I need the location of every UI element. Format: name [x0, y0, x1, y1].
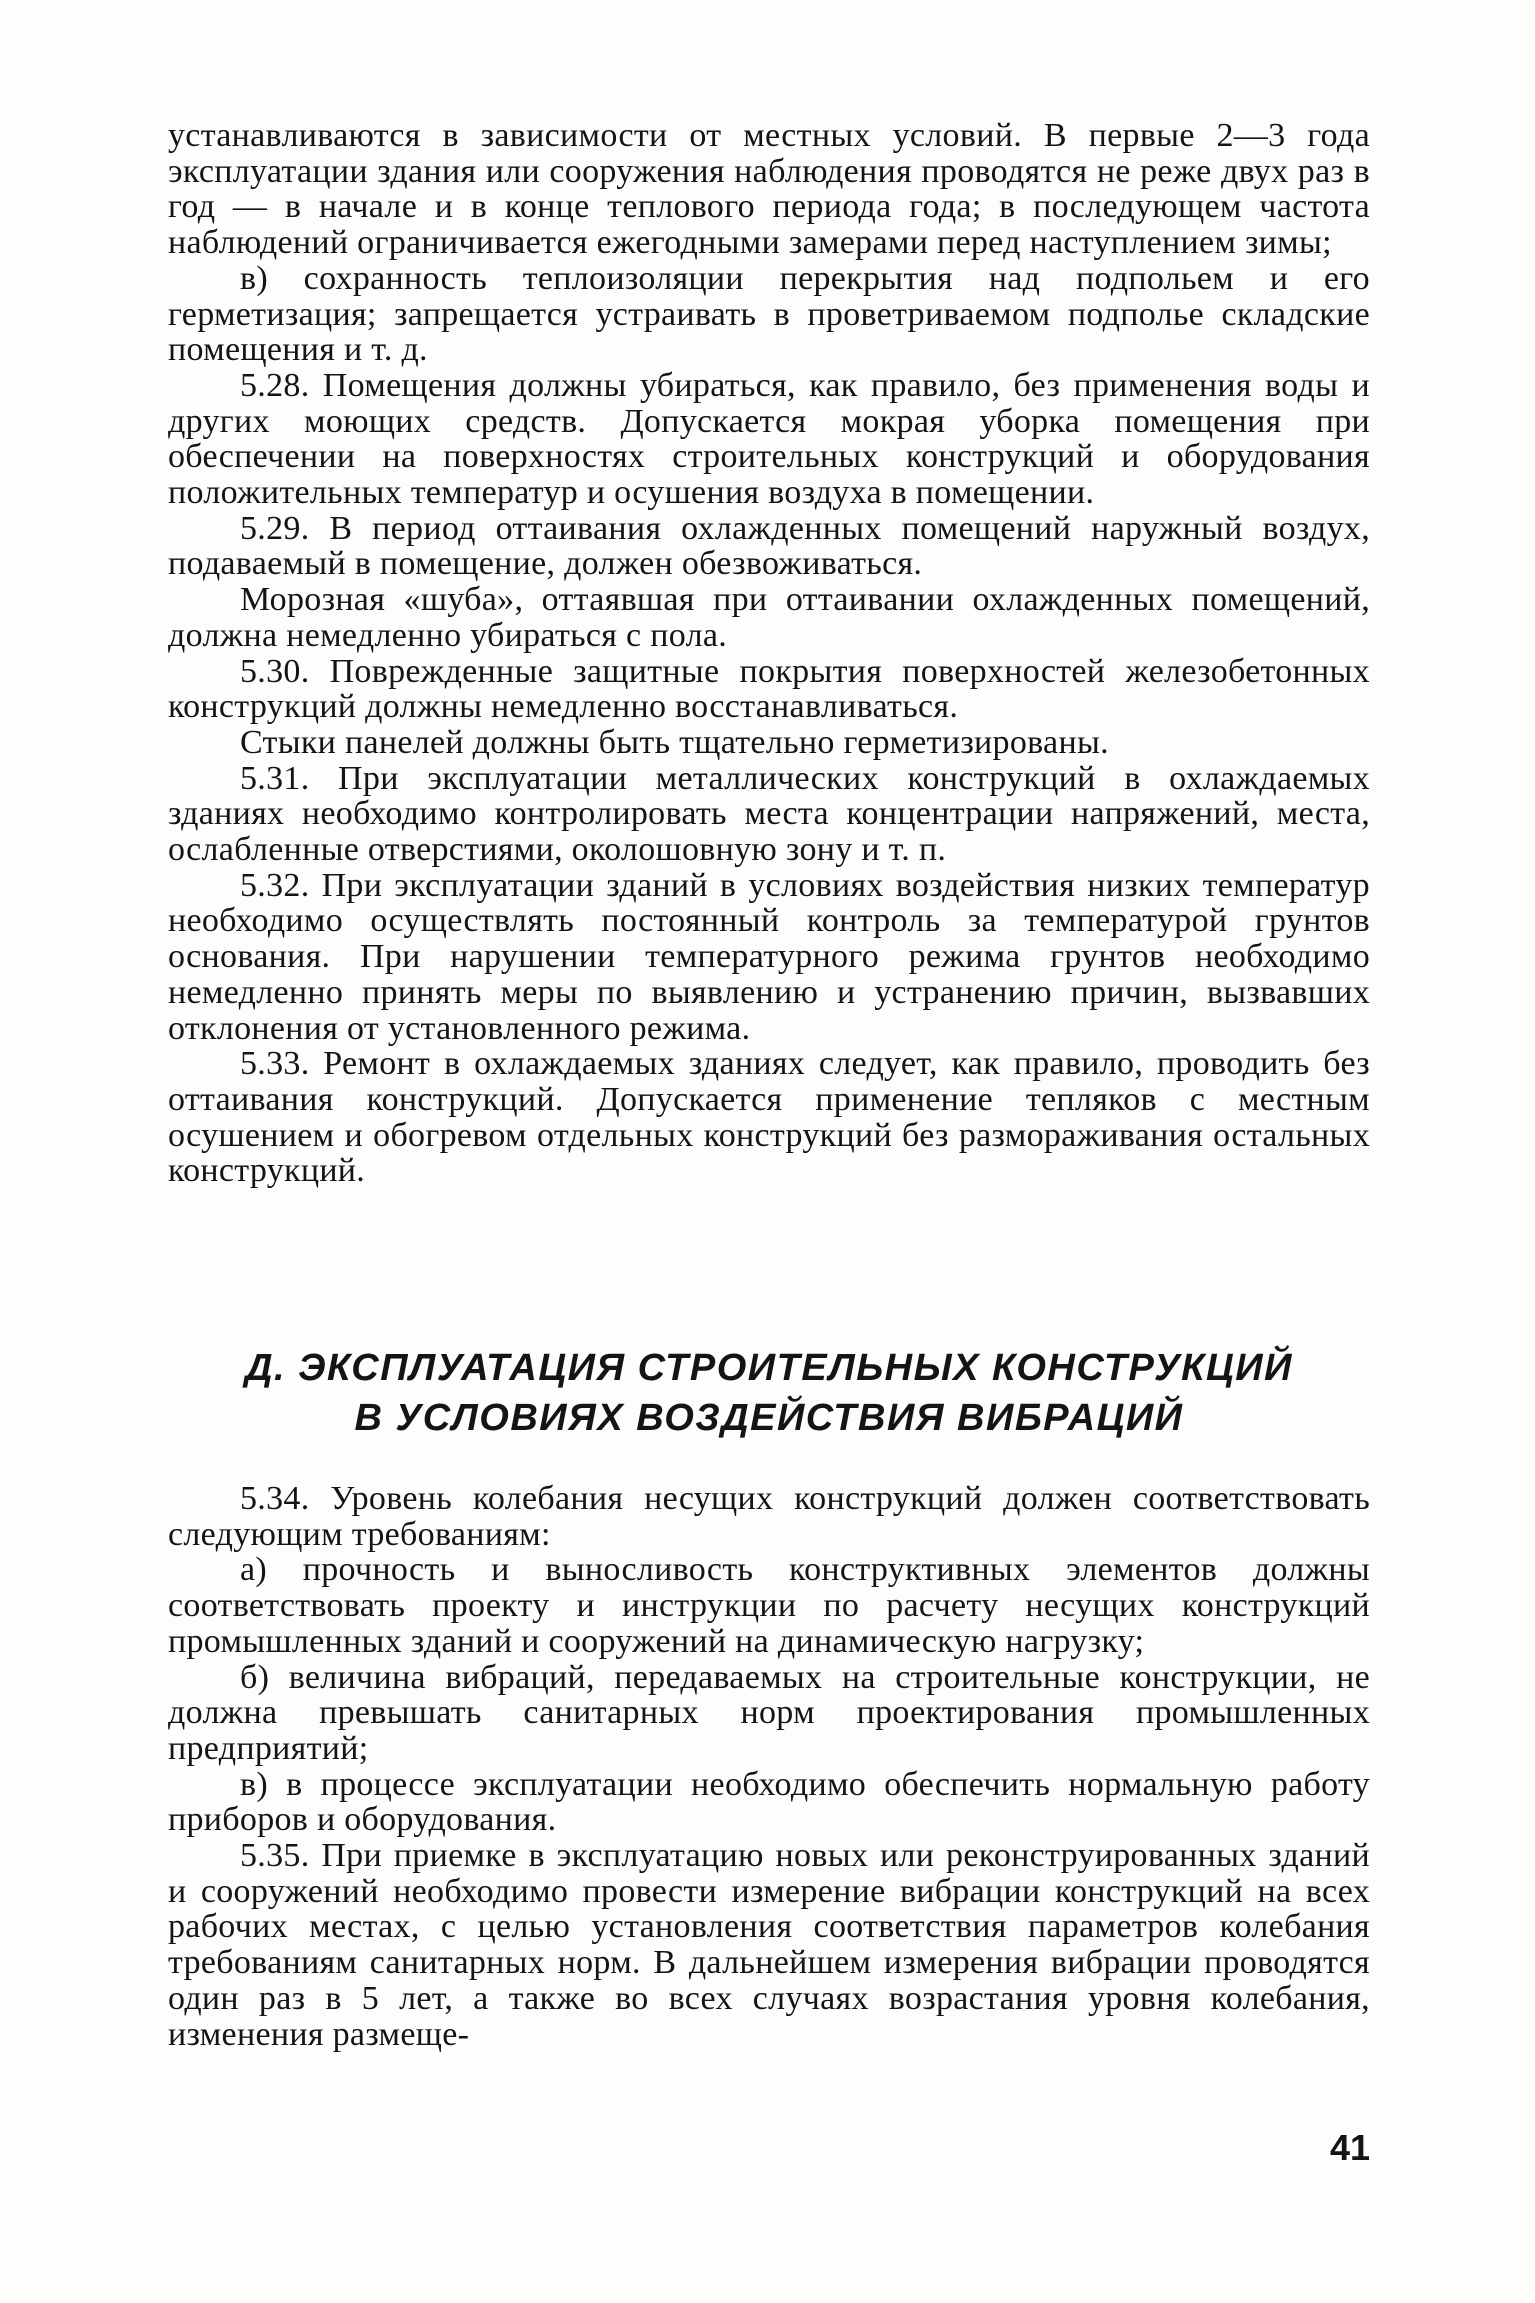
paragraph-5-28: 5.28. Помещения должны убираться, как правило, без применения воды и других моющих средств. Допускается мокрая уборка помещения при обеспечении на поверхностях строительных конструкций и оборудования положительных температур и осушения воздуха в помещении.: [168, 366, 1370, 512]
section-heading-line-1: Д. ЭКСПЛУАТАЦИЯ СТРОИТЕЛЬНЫХ КОНСТРУКЦИЙ: [245, 1347, 1293, 1389]
paragraph-item-b: б) величина вибраций, передаваемых на строительные конструкции, не должна превышать санитарных норм проектирования промышленных предприятий;: [168, 1658, 1370, 1767]
paragraph-5-31: 5.31. При эксплуатации металлических конструкций в охлаждаемых зданиях необходимо контролировать места концентрации напряжений, места, ослабленные отверстиями, околошовную зону и т. п.: [168, 759, 1370, 869]
paragraph-5-34: 5.34. Уровень колебания несущих конструкций должен соответствовать следующим требованиям:: [168, 1480, 1370, 1553]
paragraph-joints: Стыки панелей должны быть тщательно герметизированы.: [240, 723, 1109, 761]
section-heading: [168, 1343, 1370, 1443]
body-text-upper: [168, 118, 1370, 1189]
section-heading-line-2: В УСЛОВИЯХ ВОЗДЕЙСТВИЯ ВИБРАЦИЙ: [354, 1397, 1184, 1439]
paragraph-item-v2: в) в процессе эксплуатации необходимо обеспечить нормальную работу приборов и оборудования.: [168, 1765, 1370, 1839]
paragraph-5-30: 5.30. Поврежденные защитные покрытия поверхностей железобетонных конструкций должны немедленно восстанавливаться.: [168, 652, 1370, 726]
body-text-lower: [168, 1481, 1370, 2052]
paragraph-5-33: 5.33. Ремонт в охлаждаемых зданиях следует, как правило, проводить без оттаивания конструкций. Допускается применение тепляков с местным осушением и обогревом отдельных конструкций без размораживания остальных конструкций.: [168, 1045, 1370, 1190]
paragraph-item-v: в) сохранность теплоизоляции перекрытия над подпольем и его герметизация; запрещается устраивать в проветриваемом подполье складские помещения и т. д.: [168, 259, 1370, 369]
paragraph-5-35: 5.35. При приемке в эксплуатацию новых или реконструированных зданий и сооружений необходимо провести измерение вибрации конструкций на всех рабочих местах, с целью установления соответствия параметров колебания требованиям санитарных норм. В дальнейшем измерения вибрации проводятся один раз в 5 лет, а также во всех случаях возрастания уровня колебания, изменения размеще-: [168, 1837, 1370, 2053]
paragraph-item-a: а) прочность и выносливость конструктивных элементов должны соответствовать проекту и инструкции по расчету несущих конструкций промышленных зданий и сооружений на динамическую нагрузку;: [168, 1551, 1370, 1660]
page-number: 41: [1329, 2127, 1370, 2168]
paragraph-continuation: устанавливаются в зависимости от местных условий. В первые 2—3 года эксплуатации здания или сооружения наблюдения проводятся не реже двух раз в год — в начале и в конце теплового периода года; в последующем частота наблюдений ограничивается ежегодными замерами перед наступлением зимы;: [168, 117, 1370, 262]
paragraph-frost: Морозная «шуба», оттаявшая при оттаивании охлажденных помещений, должна немедленно убираться с пола.: [168, 581, 1370, 654]
paragraph-5-29: 5.29. В период оттаивания охлажденных помещений наружный воздух, подаваемый в помещение, должен обезвоживаться.: [168, 509, 1370, 583]
paragraph-5-32: 5.32. При эксплуатации зданий в условиях воздействия низких температур необходимо осуществлять постоянный контроль за температурой грунтов основания. При нарушении температурного режима грунтов необходимо немедленно принять меры по выявлению и устранению причин, вызвавших отклонения от установленного режима.: [168, 866, 1370, 1047]
